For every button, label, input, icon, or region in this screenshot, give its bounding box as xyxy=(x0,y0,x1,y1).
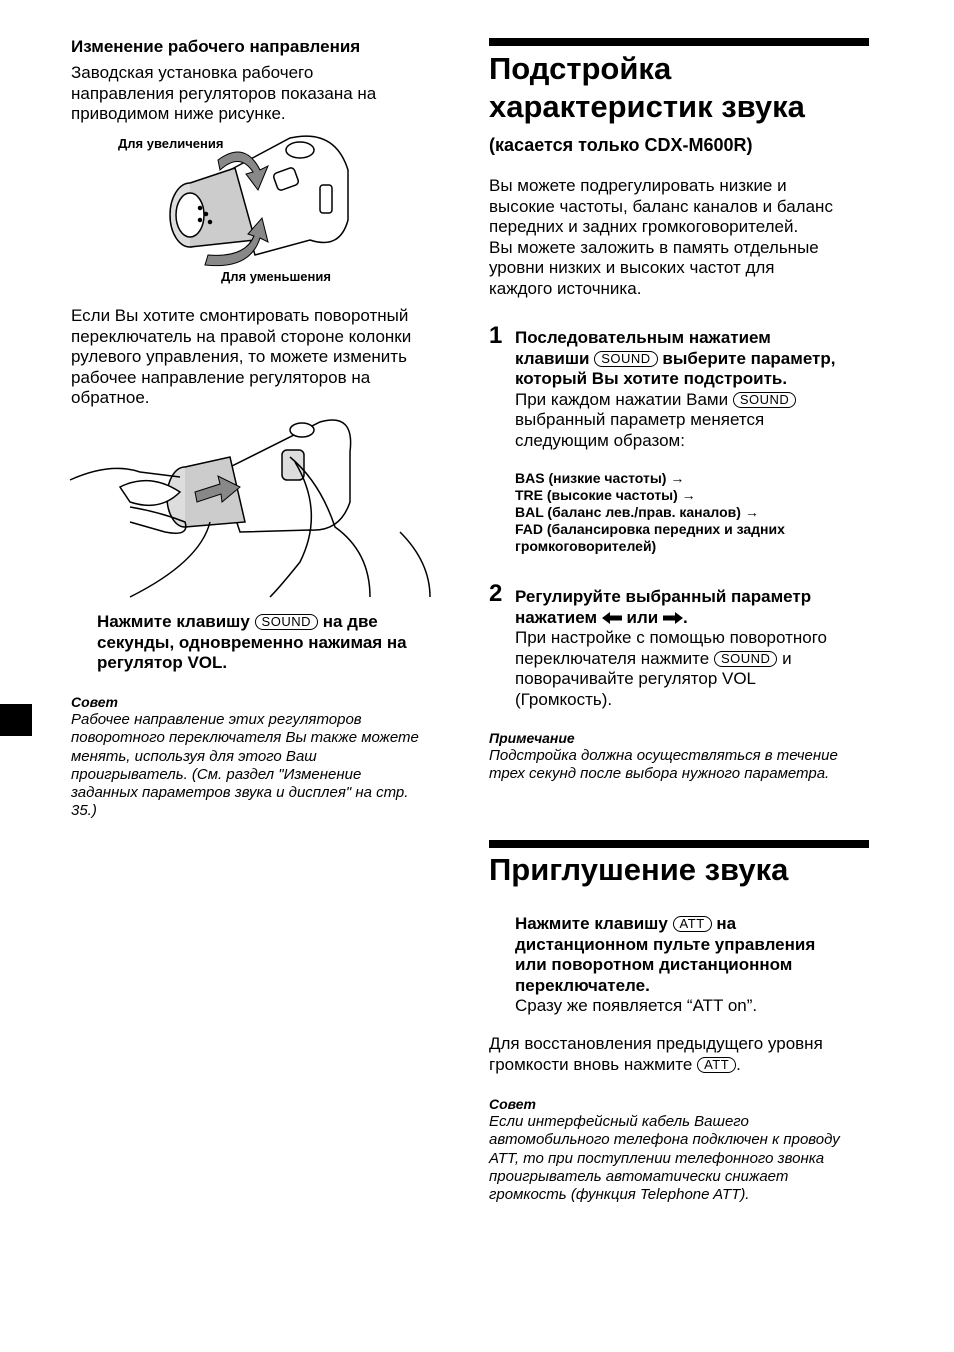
note-text xyxy=(489,747,838,784)
text-line: заданных параметров звука и дисплея" на стр. xyxy=(71,784,409,802)
text-line: передних и задних громкоговорителей. xyxy=(489,217,799,236)
att-instruction xyxy=(515,914,815,1017)
text-line: Регулируйте выбранный параметр xyxy=(515,587,812,606)
text-line xyxy=(515,390,836,411)
note-title: Примечание xyxy=(489,730,575,746)
text-line: Рабочее направление этих регуляторов xyxy=(71,711,362,728)
text-line: ATT, то при поступлении телефонного звонка xyxy=(489,1149,825,1167)
tip-text xyxy=(71,711,419,821)
text-line: (Громкость). xyxy=(515,689,613,709)
text-part: клавиши xyxy=(515,348,590,368)
text-line: При настройке с помощью поворотного xyxy=(515,628,827,647)
section-rule xyxy=(489,38,869,46)
section-rule xyxy=(489,840,869,848)
text-line: переключатель на правой стороне колонки xyxy=(71,326,412,346)
text-line: громкости вновь нажмите ATT . xyxy=(489,1054,741,1074)
rotary-commander-illustration xyxy=(160,130,360,275)
text-line: Вы можете заложить в память отдельные xyxy=(489,237,819,257)
text-line: высокие частоты, баланс каналов и баланс xyxy=(489,196,833,216)
intro-paragraph xyxy=(71,63,376,125)
sound-key: SOUND xyxy=(594,351,657,367)
text-line xyxy=(515,349,836,370)
text-part: нажатием xyxy=(515,607,598,627)
text-line: Для восстановления предыдущего уровня xyxy=(489,1034,823,1053)
text-part: и xyxy=(782,648,792,668)
text-line: переключателе. xyxy=(515,975,650,995)
text-line: характеристик звука xyxy=(489,89,805,124)
text-part: выберите параметр, xyxy=(662,348,836,368)
text-line: автомобильного телефона подключен к проводу xyxy=(489,1131,840,1149)
text-line: проигрыватель автоматически снижает xyxy=(489,1167,789,1185)
tip-title: Совет xyxy=(489,1096,537,1112)
text-line: Вы можете подрегулировать низкие и xyxy=(489,176,787,195)
step-number: 1 xyxy=(489,322,503,349)
text-line: громкость (функция Telephone ATT). xyxy=(489,1186,750,1204)
text-line: трех секунд после выбора нужного параметра. xyxy=(489,765,830,783)
list-item: BAS (низкие частоты) → xyxy=(515,470,685,486)
sound-key: SOUND xyxy=(255,614,318,630)
text-line: Подстройка xyxy=(489,51,672,86)
list-item: BAL (баланс лев./прав. каналов) → xyxy=(515,504,759,520)
list-item: FAD (балансировка передних и задних xyxy=(515,521,785,537)
text-line xyxy=(515,649,827,670)
hand-pressing-illustration xyxy=(70,412,435,597)
text-line: нажатием или . xyxy=(515,607,688,627)
text-line: каждого источника. xyxy=(489,278,642,298)
text-line: Последовательным нажатием xyxy=(515,328,771,347)
text-line: Если Вы хотите смонтировать поворотный xyxy=(71,306,409,325)
text-line: выбранный параметр меняется xyxy=(515,410,765,429)
text-line: Заводская установка рабочего xyxy=(71,63,314,82)
section-title: Изменение рабочего направления xyxy=(71,37,361,56)
text-part: Нажмите клавишу xyxy=(515,914,668,933)
mute-heading: Приглушение звука xyxy=(489,852,789,887)
text-line xyxy=(515,914,815,935)
restore-paragraph xyxy=(489,1034,823,1075)
text-line: обратное. xyxy=(71,388,150,407)
left-arrow-icon xyxy=(602,612,622,624)
text-line: направления регуляторов показана на xyxy=(71,83,377,103)
text-part: переключателя нажмите xyxy=(515,648,710,668)
right-arrow-icon xyxy=(663,612,683,624)
text-part: При каждом нажатии Вами xyxy=(515,389,729,409)
att-key: ATT xyxy=(697,1057,736,1073)
list-item: громкоговорителей) xyxy=(515,538,657,554)
text-line: рабочее направление регуляторов на xyxy=(71,367,371,387)
tip-title: Совет xyxy=(71,694,119,710)
text-line: поворотного переключателя Вы также можете xyxy=(71,729,419,747)
page-edge-tab xyxy=(0,704,32,736)
text-line: менять, используя для этого Ваш xyxy=(71,747,317,765)
text-line: 35.) xyxy=(71,802,97,820)
list-item: TRE (высокие частоты) → xyxy=(515,487,696,503)
reverse-paragraph xyxy=(71,306,411,409)
text-part: громкости вновь нажмите xyxy=(489,1054,693,1074)
tip-text xyxy=(489,1113,840,1204)
text-part: на xyxy=(716,914,737,933)
text-line: Сразу же появляется “ATT on”. xyxy=(515,996,758,1015)
text-line: поворачивайте регулятор VOL xyxy=(515,669,757,688)
att-key: ATT xyxy=(673,916,712,932)
text-line: который Вы хотите подстроить. xyxy=(515,369,788,388)
text-line: Подстройка должна осуществляться в течение xyxy=(489,747,838,764)
text-part: на две xyxy=(322,612,378,631)
step-1 xyxy=(515,328,836,451)
text-part: Нажмите клавишу xyxy=(97,612,250,631)
sound-key: SOUND xyxy=(733,392,796,408)
sound-key: SOUND xyxy=(714,651,777,667)
text-line: приводимом ниже рисунке. xyxy=(71,104,286,123)
decrease-label: Для уменьшения xyxy=(221,269,331,284)
model-subtitle: (касается только CDX-M600R) xyxy=(489,135,753,155)
mode-list xyxy=(515,470,785,555)
step-2 xyxy=(515,587,827,710)
text-line xyxy=(97,612,407,633)
text-part: или xyxy=(626,607,659,627)
text-line: следующим образом: xyxy=(515,430,685,450)
sound-intro xyxy=(489,176,833,299)
text-line: или поворотном дистанционном xyxy=(515,955,793,974)
text-line: проигрыватель. (См. раздел "Изменение xyxy=(71,765,362,783)
sound-adjust-heading xyxy=(489,50,805,126)
press-sound-instruction xyxy=(97,612,407,674)
text-line: секунды, одновременно нажимая на xyxy=(97,632,407,652)
text-line: рулевого управления, то можете изменить xyxy=(71,347,407,366)
step-number: 2 xyxy=(489,580,503,607)
text-line: уровни низких и высоких частот для xyxy=(489,258,775,277)
increase-label: Для увеличения xyxy=(118,136,224,151)
text-line: Если интерфейсный кабель Вашего xyxy=(489,1113,749,1130)
text-line: дистанционном пульте управления xyxy=(515,934,816,954)
text-line: регулятор VOL. xyxy=(97,653,228,672)
